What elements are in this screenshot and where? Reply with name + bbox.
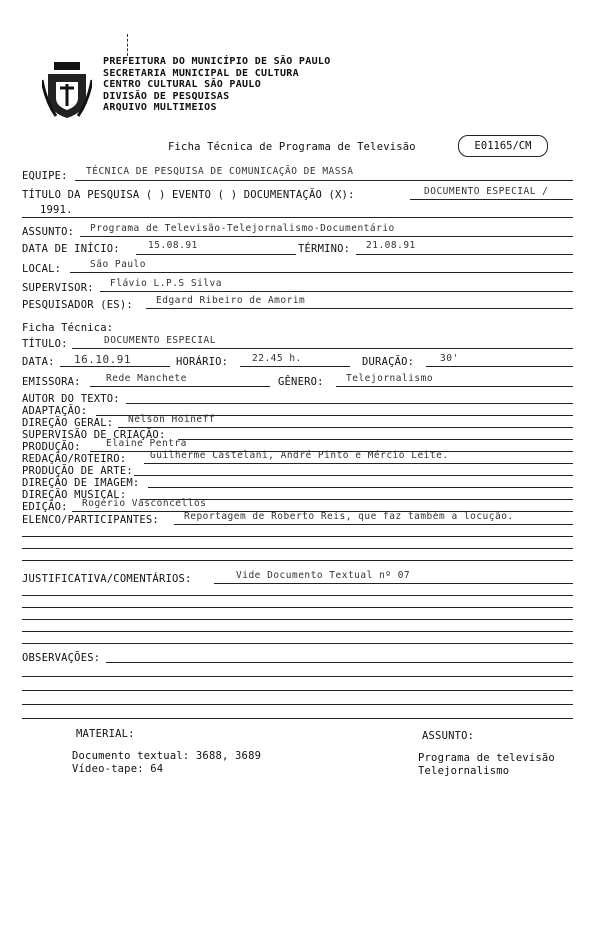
titulo-label: TÍTULO:	[22, 338, 68, 350]
direcao-geral-label: DIREÇÃO GERAL:	[22, 417, 114, 429]
material-line: Documento textual: 3688, 3689	[72, 750, 262, 762]
supervisao-criacao-label: SUPERVISÃO DE CRIAÇÃO:	[22, 429, 166, 441]
producao-arte-label: PRODUÇÃO DE ARTE:	[22, 465, 133, 477]
redacao-roteiro-value: Guilherme Castelani, André Pinto e Mércio Leite.	[150, 450, 449, 461]
adaptacao-label: ADAPTAÇÃO:	[22, 405, 88, 417]
header-line: PREFEITURA DO MUNICÍPIO DE SÃO PAULO	[103, 56, 331, 67]
coat-of-arms-icon	[42, 62, 92, 120]
equipe-value: TÉCNICA DE PESQUISA DE COMUNICAÇÃO DE MASSA	[86, 166, 354, 177]
titulo-pesquisa-label: TÍTULO DA PESQUISA ( ) EVENTO ( ) DOCUMENTAÇÃO (X):	[22, 189, 355, 201]
emissora-label: EMISSORA:	[22, 376, 81, 388]
redacao-roteiro-label: REDAÇÃO/ROTEIRO:	[22, 453, 127, 465]
assunto-final-line: Programa de televisão	[418, 752, 555, 764]
data-label: DATA:	[22, 356, 55, 368]
elenco-value: Reportagem de Roberto Reis, que faz também a locução.	[184, 511, 514, 522]
justificativa-label: JUSTIFICATIVA/COMENTÁRIOS:	[22, 573, 192, 585]
header-line: ARQUIVO MULTIMEIOS	[103, 102, 217, 113]
assunto-final-label: ASSUNTO:	[422, 730, 475, 742]
titulo-pesquisa-value: DOCUMENTO ESPECIAL /	[424, 186, 549, 197]
header-line: CENTRO CULTURAL SÃO PAULO	[103, 79, 262, 90]
titulo-pesquisa-cont: 1991.	[40, 204, 73, 216]
ficha-tecnica-heading: Ficha Técnica:	[22, 322, 114, 334]
supervisor-value: Flávio L.P.S Silva	[110, 278, 222, 289]
justificativa-value: Vide Documento Textual nº 07	[236, 570, 411, 581]
direcao-geral-value: Nelson Hoineff	[128, 414, 216, 425]
producao-value: Elaine Pentra	[106, 438, 187, 449]
duracao-label: DURAÇÃO:	[362, 356, 415, 368]
header-line: SECRETARIA MUNICIPAL DE CULTURA	[103, 67, 299, 79]
edicao-label: EDIÇÃO:	[22, 501, 68, 513]
elenco-label: ELENCO/PARTICIPANTES:	[22, 514, 159, 526]
supervisor-label: SUPERVISOR:	[22, 282, 94, 294]
termino-value: 21.08.91	[366, 240, 416, 251]
local-label: LOCAL:	[22, 263, 62, 275]
genero-value: Telejornalismo	[346, 373, 434, 384]
horario-value: 22.45 h.	[252, 353, 302, 364]
data-inicio-label: DATA DE INÍCIO:	[22, 243, 120, 255]
observacoes-label: OBSERVAÇÕES:	[22, 652, 101, 664]
material-label: MATERIAL:	[76, 728, 135, 740]
titulo-value: DOCUMENTO ESPECIAL	[104, 335, 216, 346]
genero-label: GÊNERO:	[278, 376, 324, 388]
emissora-value: Rede Manchete	[106, 373, 187, 384]
header-line: DIVISÃO DE PESQUISAS	[103, 90, 230, 102]
data-inicio-value: 15.08.91	[148, 240, 198, 251]
direcao-musical-label: DIREÇÃO MUSICAL:	[22, 489, 127, 501]
local-value: São Paulo	[90, 259, 146, 270]
material-line: Vídeo-tape: 64	[72, 763, 164, 775]
producao-label: PRODUÇÃO:	[22, 441, 81, 453]
equipe-label: EQUIPE:	[22, 170, 68, 182]
termino-label: TÉRMINO:	[298, 243, 351, 255]
edicao-value: Rogério Vasconcellos	[82, 498, 207, 509]
autor-texto-label: AUTOR DO TEXTO:	[22, 393, 120, 405]
assunto-final-line: Telejornalismo	[418, 765, 510, 777]
duracao-value: 30'	[440, 353, 459, 364]
horario-label: HORÁRIO:	[176, 356, 229, 368]
institution-header	[103, 56, 331, 114]
data-value: 16.10.91	[74, 353, 131, 366]
punch-mark	[127, 34, 128, 56]
form-title: Ficha Técnica de Programa de Televisão	[168, 141, 416, 153]
pesquisador-label: PESQUISADOR (ES):	[22, 299, 133, 311]
document-stamp: E01165/CM	[458, 135, 548, 157]
pesquisador-value: Edgard Ribeiro de Amorim	[156, 295, 306, 306]
direcao-imagem-label: DIREÇÃO DE IMAGEM:	[22, 477, 140, 489]
assunto-value: Programa de Televisão-Telejornalismo-Documentário	[90, 223, 395, 234]
assunto-label: ASSUNTO:	[22, 226, 75, 238]
